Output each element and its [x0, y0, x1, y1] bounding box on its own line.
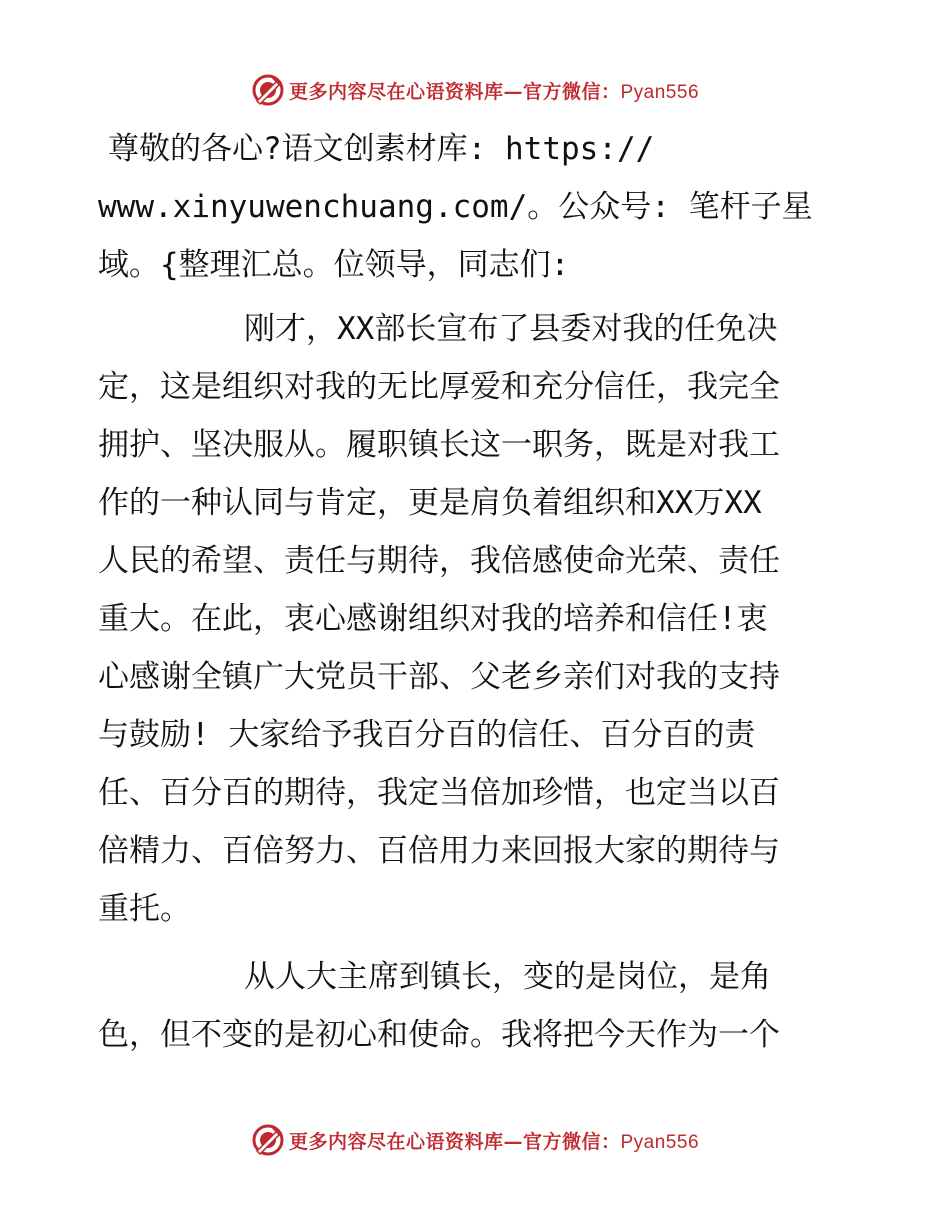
text-line: 重托。 [98, 891, 191, 927]
text-line: 色，但不变的是初心和使命。我将把今天作为一个 [98, 1017, 780, 1053]
text-line: 从人大主席到镇长，变的是岗位，是角 [244, 959, 771, 995]
text-line: 定，这是组织对我的无比厚爱和充分信任，我完全 [98, 369, 780, 405]
text-line: 刚才，XX部长宣布了县委对我的任免决 [244, 311, 778, 347]
text-line: 与鼓励! 大家给予我百分百的信任、百分百的责 [98, 717, 756, 753]
text-line: 作的一种认同与肯定，更是肩负着组织和XX万XX [98, 485, 762, 521]
text-line: www.xinyuwenchuang.com/。公众号: 笔杆子星 [98, 189, 813, 225]
text-line: 拥护、坚决服从。履职镇长这一职务，既是对我工 [98, 427, 780, 463]
text-line: 重大。在此，衷心感谢组织对我的培养和信任!衷 [98, 601, 768, 637]
paragraph-appointment [98, 300, 850, 938]
text-line: 任、百分百的期待，我定当倍加珍惜，也定当以百 [98, 775, 780, 811]
footer-banner [0, 1120, 950, 1160]
text-line: 倍精力、百倍努力、百倍用力来回报大家的期待与 [98, 833, 780, 869]
header-banner [0, 70, 950, 110]
banner-text: 更多内容尽在心语资料库—官方微信：Pyan556 [288, 1130, 700, 1153]
text-line: 人民的希望、责任与期待，我倍感使命光荣、责任 [98, 543, 780, 579]
paragraph-commitment [98, 948, 850, 1064]
text-line: 心感谢全镇广大党员干部、父老乡亲们对我的支持 [98, 659, 780, 695]
banner-text: 更多内容尽在心语资料库—官方微信：Pyan556 [288, 80, 700, 103]
text-line: 尊敬的各心?语文创素材库: https:// [108, 131, 655, 167]
document-body [98, 120, 850, 1064]
paragraph-greeting [98, 120, 850, 294]
pen-circle-logo-icon [251, 1123, 285, 1157]
banner-wechat-id: Pyan556 [620, 1131, 700, 1153]
banner-wechat-id: Pyan556 [620, 81, 700, 103]
text-line: 域。{整理汇总。位领导，同志们: [98, 247, 570, 283]
pen-circle-logo-icon [251, 73, 285, 107]
